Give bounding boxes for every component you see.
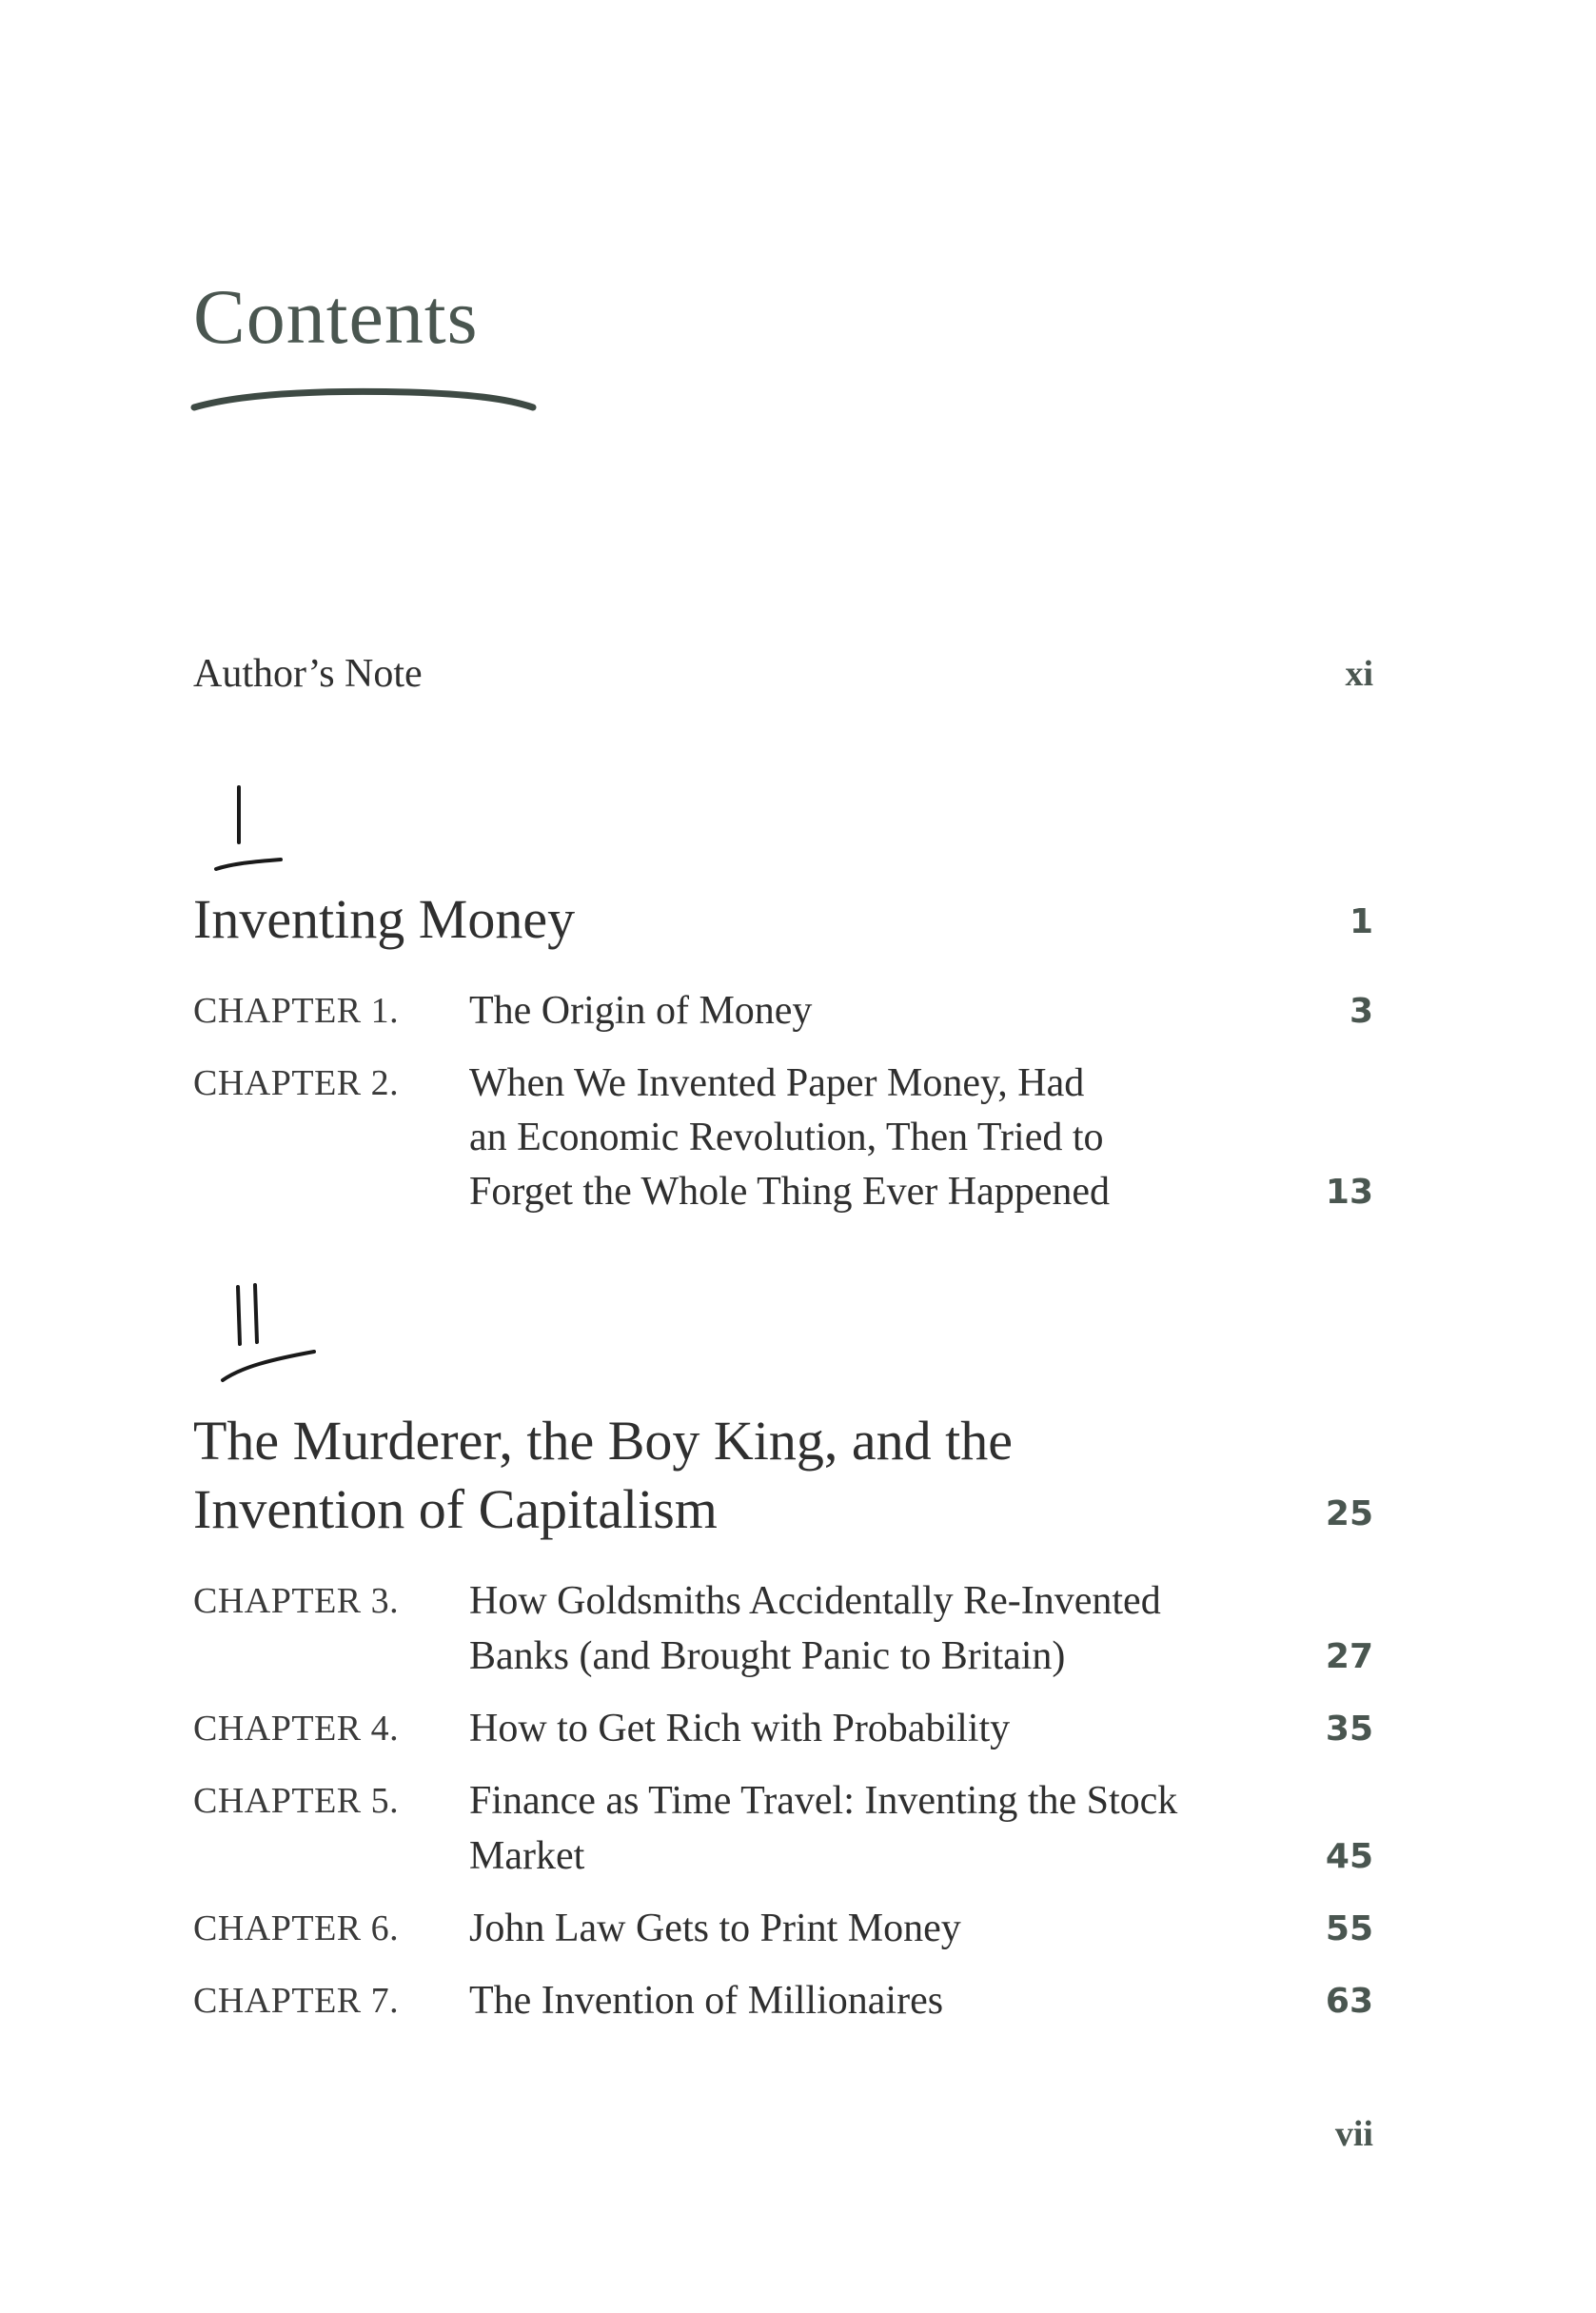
chapter-3-label: CHAPTER 3. (193, 1581, 400, 1621)
chapter-6-title[interactable]: John Law Gets to Print Money (469, 1907, 961, 1950)
part-title-inventing-money[interactable]: Inventing Money (193, 888, 576, 950)
footer-page-number: vii (1334, 2114, 1373, 2154)
chapter-4-page: 35 (1325, 1710, 1373, 1749)
chapter-2-title-line-3[interactable]: Forget the Whole Thing Ever Happened (469, 1170, 1111, 1214)
chapter-4-title[interactable]: How to Get Rich with Probability (469, 1707, 1011, 1750)
part-title-line-1[interactable]: The Murderer, the Boy King, and the (193, 1410, 1013, 1472)
handwritten-part-numeral-ii (209, 1275, 343, 1399)
chapter-7-title[interactable]: The Invention of Millionaires (469, 1979, 944, 2023)
chapter-1-label: CHAPTER 1. (193, 991, 400, 1031)
chapter-1-page: 3 (1349, 992, 1373, 1031)
chapter-7-label: CHAPTER 7. (193, 1981, 400, 2021)
page-title: Contents (193, 273, 479, 360)
chapter-2-title-line-1[interactable]: When We Invented Paper Money, Had (469, 1061, 1085, 1105)
part-title-line-2[interactable]: Invention of Capitalism (193, 1478, 718, 1540)
chapter-6-page: 55 (1325, 1909, 1373, 1948)
chapter-2-label: CHAPTER 2. (193, 1063, 400, 1103)
chapter-3-page: 27 (1325, 1637, 1373, 1676)
chapter-4-label: CHAPTER 4. (193, 1709, 400, 1749)
chapter-2-page: 13 (1325, 1173, 1373, 1212)
chapter-3-title-line-2[interactable]: Banks (and Brought Panic to Britain) (469, 1634, 1066, 1678)
chapter-5-page: 45 (1325, 1837, 1373, 1876)
chapter-1-title[interactable]: The Origin of Money (469, 989, 813, 1033)
chapter-2-title-line-2[interactable]: an Economic Revolution, Then Tried to (469, 1116, 1104, 1159)
handwritten-part-numeral-i (205, 776, 338, 900)
title-underline-decoration (190, 379, 542, 426)
chapter-5-label: CHAPTER 5. (193, 1781, 400, 1821)
chapter-7-page: 63 (1325, 1982, 1373, 2021)
authors-note-label[interactable]: Author’s Note (193, 652, 423, 696)
chapter-3-title-line-1[interactable]: How Goldsmiths Accidentally Re-Invented (469, 1579, 1161, 1623)
chapter-5-title-line-1[interactable]: Finance as Time Travel: Inventing the Stock (469, 1779, 1178, 1823)
authors-note-page: xi (1345, 654, 1373, 694)
chapter-6-label: CHAPTER 6. (193, 1908, 400, 1948)
chapter-5-title-line-2[interactable]: Market (469, 1834, 585, 1878)
part-2-page: 25 (1325, 1494, 1373, 1533)
part-1-page: 1 (1349, 902, 1373, 941)
